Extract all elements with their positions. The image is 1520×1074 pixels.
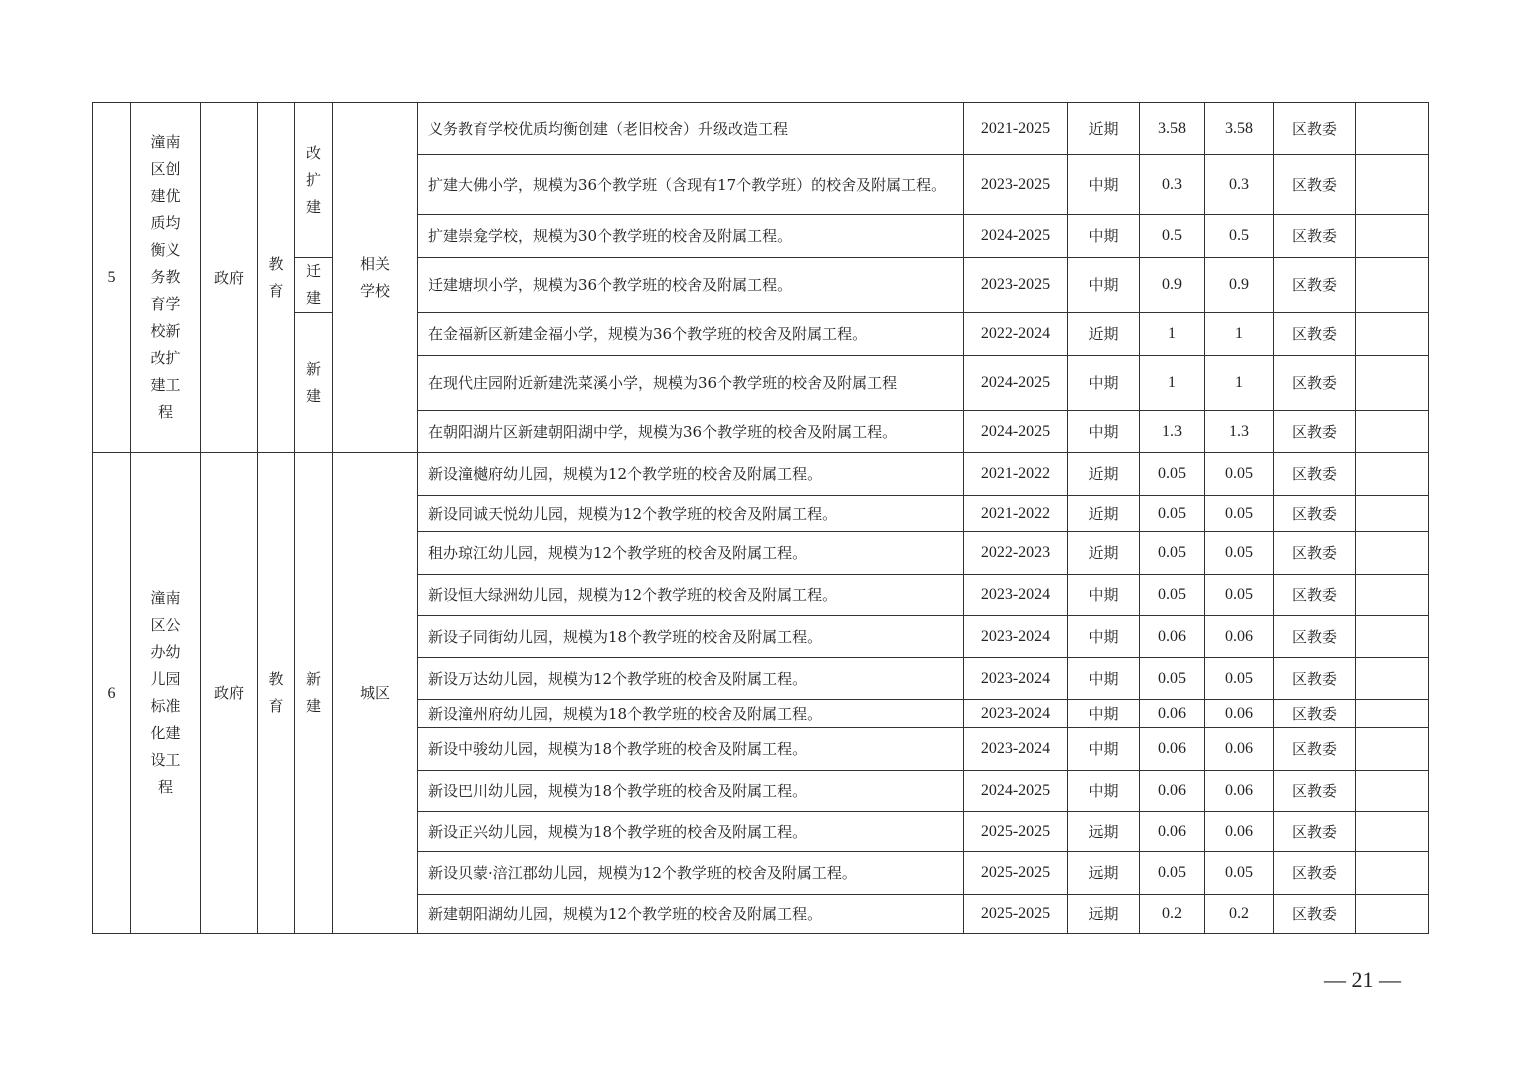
type-cell (295, 453, 333, 934)
desc-cell: 租办琼江幼儿园，规模为12个教学班的校舍及附属工程。 (418, 532, 964, 575)
total-cell: 0.06 (1140, 771, 1205, 812)
years-cell: 2021-2022 (964, 496, 1068, 532)
years-cell: 2023-2024 (964, 728, 1068, 771)
invest-cell: 3.58 (1205, 103, 1274, 155)
years-cell: 2024-2025 (964, 215, 1068, 258)
note-cell (1356, 700, 1429, 728)
note-cell (1356, 728, 1429, 771)
unit-cell: 区教委 (1274, 700, 1356, 728)
phase-cell: 中期 (1068, 575, 1140, 616)
total-cell: 1 (1140, 356, 1205, 411)
desc-cell: 新设巴川幼儿园，规模为18个教学班的校舍及附属工程。 (418, 771, 964, 812)
table-row (93, 103, 1429, 155)
note-cell (1356, 215, 1429, 258)
location-cell (333, 103, 418, 453)
note-cell (1356, 258, 1429, 313)
owner-label: 政府 (213, 268, 244, 287)
desc-cell: 新设贝蒙·涪江郡幼儿园，规模为12个教学班的校舍及附属工程。 (418, 852, 964, 895)
desc-cell: 新设潼州府幼儿园，规模为18个教学班的校舍及附属工程。 (418, 700, 964, 728)
note-cell (1356, 411, 1429, 453)
phase-cell: 中期 (1068, 700, 1140, 728)
sector-cell (258, 453, 295, 934)
unit-cell: 区教委 (1274, 215, 1356, 258)
years-cell: 2025-2025 (964, 852, 1068, 895)
total-cell: 0.5 (1140, 215, 1205, 258)
type-cell (295, 258, 333, 313)
seq-number: 5 (107, 269, 116, 286)
sector-label: 教育 (268, 254, 284, 300)
desc-cell: 扩建崇龛学校，规模为30个教学班的校舍及附属工程。 (418, 215, 964, 258)
type-cell (295, 313, 333, 453)
note-cell (1356, 356, 1429, 411)
phase-cell: 中期 (1068, 356, 1140, 411)
years-cell: 2021-2022 (964, 453, 1068, 496)
years-cell: 2023-2024 (964, 575, 1068, 616)
total-cell: 0.2 (1140, 895, 1205, 934)
years-cell: 2023-2024 (964, 658, 1068, 700)
project-name-cell (131, 103, 201, 453)
total-cell: 0.05 (1140, 852, 1205, 895)
invest-cell: 0.05 (1205, 496, 1274, 532)
total-cell: 0.05 (1140, 658, 1205, 700)
phase-cell: 中期 (1068, 616, 1140, 658)
years-cell: 2024-2025 (964, 411, 1068, 453)
note-cell (1356, 852, 1429, 895)
note-cell (1356, 532, 1429, 575)
desc-cell: 新设中骏幼儿园，规模为18个教学班的校舍及附属工程。 (418, 728, 964, 771)
desc-cell: 新设恒大绿洲幼儿园，规模为12个教学班的校舍及附属工程。 (418, 575, 964, 616)
total-cell: 0.3 (1140, 155, 1205, 215)
years-cell: 2024-2025 (964, 356, 1068, 411)
phase-cell: 远期 (1068, 852, 1140, 895)
unit-cell: 区教委 (1274, 453, 1356, 496)
seq-cell (93, 453, 131, 934)
unit-cell: 区教委 (1274, 356, 1356, 411)
years-cell: 2023-2025 (964, 258, 1068, 313)
unit-cell: 区教委 (1274, 852, 1356, 895)
desc-cell: 在现代庄园附近新建洗菜溪小学，规模为36个教学班的校舍及附属工程 (418, 356, 964, 411)
page-number: — 21 — (1324, 967, 1401, 992)
invest-cell: 0.9 (1205, 258, 1274, 313)
phase-cell: 中期 (1068, 155, 1140, 215)
total-cell: 0.05 (1140, 496, 1205, 532)
unit-cell: 区教委 (1274, 103, 1356, 155)
sector-cell (258, 103, 295, 453)
note-cell (1356, 103, 1429, 155)
phase-cell: 近期 (1068, 532, 1140, 575)
location-label: 相关学校 (359, 254, 390, 300)
note-cell (1356, 453, 1429, 496)
note-cell (1356, 616, 1429, 658)
desc-cell: 在朝阳湖片区新建朝阳湖中学，规模为36个教学班的校舍及附属工程。 (418, 411, 964, 453)
phase-cell: 近期 (1068, 453, 1140, 496)
total-cell: 0.06 (1140, 700, 1205, 728)
note-cell (1356, 496, 1429, 532)
note-cell (1356, 812, 1429, 852)
invest-cell: 0.06 (1205, 728, 1274, 771)
invest-cell: 1 (1205, 313, 1274, 356)
phase-cell: 中期 (1068, 771, 1140, 812)
note-cell (1356, 658, 1429, 700)
unit-cell: 区教委 (1274, 411, 1356, 453)
desc-cell: 新设潼樾府幼儿园，规模为12个教学班的校舍及附属工程。 (418, 453, 964, 496)
note-cell (1356, 575, 1429, 616)
desc-cell: 在金福新区新建金福小学，规模为36个教学班的校舍及附属工程。 (418, 313, 964, 356)
note-cell (1356, 771, 1429, 812)
total-cell: 3.58 (1140, 103, 1205, 155)
location-label: 城区 (359, 684, 390, 702)
unit-cell: 区教委 (1274, 728, 1356, 771)
unit-cell: 区教委 (1274, 575, 1356, 616)
type-label: 改扩建 (305, 143, 321, 216)
location-cell (333, 453, 418, 934)
unit-cell: 区教委 (1274, 313, 1356, 356)
invest-cell: 0.5 (1205, 215, 1274, 258)
owner-cell (201, 453, 258, 934)
years-cell: 2022-2024 (964, 313, 1068, 356)
unit-cell: 区教委 (1274, 616, 1356, 658)
years-cell: 2023-2025 (964, 155, 1068, 215)
phase-cell: 远期 (1068, 895, 1140, 934)
years-cell: 2021-2025 (964, 103, 1068, 155)
invest-cell: 0.05 (1205, 575, 1274, 616)
total-cell: 0.06 (1140, 616, 1205, 658)
project-name-cell (131, 453, 201, 934)
invest-cell: 0.3 (1205, 155, 1274, 215)
invest-cell: 0.06 (1205, 700, 1274, 728)
invest-cell: 1.3 (1205, 411, 1274, 453)
unit-cell: 区教委 (1274, 155, 1356, 215)
invest-cell: 0.05 (1205, 453, 1274, 496)
type-label: 迁建 (305, 262, 321, 307)
total-cell: 1.3 (1140, 411, 1205, 453)
desc-cell: 新设子同街幼儿园，规模为18个教学班的校舍及附属工程。 (418, 616, 964, 658)
desc-cell: 新建朝阳湖幼儿园，规模为12个教学班的校舍及附属工程。 (418, 895, 964, 934)
project-table (92, 102, 1429, 934)
desc-cell: 迁建塘坝小学，规模为36个教学班的校舍及附属工程。 (418, 258, 964, 313)
total-cell: 0.06 (1140, 728, 1205, 771)
phase-cell: 远期 (1068, 812, 1140, 852)
total-cell: 0.05 (1140, 532, 1205, 575)
phase-cell: 近期 (1068, 103, 1140, 155)
type-label: 新建 (305, 359, 321, 405)
sector-label: 教育 (268, 670, 284, 715)
desc-cell: 扩建大佛小学，规模为36个教学班（含现有17个教学班）的校舍及附属工程。 (418, 155, 964, 215)
invest-cell: 0.05 (1205, 658, 1274, 700)
years-cell: 2025-2025 (964, 812, 1068, 852)
seq-number: 6 (107, 684, 116, 702)
invest-cell: 0.05 (1205, 852, 1274, 895)
unit-cell: 区教委 (1274, 258, 1356, 313)
phase-cell: 近期 (1068, 496, 1140, 532)
seq-cell (93, 103, 131, 453)
phase-cell: 中期 (1068, 728, 1140, 771)
owner-cell (201, 103, 258, 453)
unit-cell: 区教委 (1274, 812, 1356, 852)
total-cell: 0.05 (1140, 453, 1205, 496)
invest-cell: 0.2 (1205, 895, 1274, 934)
note-cell (1356, 313, 1429, 356)
total-cell: 1 (1140, 313, 1205, 356)
invest-cell: 0.06 (1205, 616, 1274, 658)
project-name: 潼南区公办幼儿园标准化建设工程 (150, 589, 181, 796)
unit-cell: 区教委 (1274, 895, 1356, 934)
phase-cell: 中期 (1068, 411, 1140, 453)
unit-cell: 区教委 (1274, 532, 1356, 575)
phase-cell: 中期 (1068, 258, 1140, 313)
years-cell: 2022-2023 (964, 532, 1068, 575)
invest-cell: 1 (1205, 356, 1274, 411)
unit-cell: 区教委 (1274, 771, 1356, 812)
total-cell: 0.05 (1140, 575, 1205, 616)
years-cell: 2023-2024 (964, 616, 1068, 658)
owner-label: 政府 (213, 684, 244, 702)
unit-cell: 区教委 (1274, 658, 1356, 700)
table-row (93, 453, 1429, 496)
desc-cell: 义务教育学校优质均衡创建（老旧校舍）升级改造工程 (418, 103, 964, 155)
total-cell: 0.9 (1140, 258, 1205, 313)
invest-cell: 0.06 (1205, 812, 1274, 852)
note-cell (1356, 895, 1429, 934)
unit-cell: 区教委 (1274, 496, 1356, 532)
years-cell: 2025-2025 (964, 895, 1068, 934)
desc-cell: 新设同诚天悦幼儿园，规模为12个教学班的校舍及附属工程。 (418, 496, 964, 532)
invest-cell: 0.06 (1205, 771, 1274, 812)
phase-cell: 近期 (1068, 313, 1140, 356)
project-name: 潼南区创建优质均衡义务教育学校新改扩建工程 (150, 133, 181, 421)
total-cell: 0.06 (1140, 812, 1205, 852)
years-cell: 2023-2024 (964, 700, 1068, 728)
desc-cell: 新设正兴幼儿园，规模为18个教学班的校舍及附属工程。 (418, 812, 964, 852)
invest-cell: 0.05 (1205, 532, 1274, 575)
type-cell (295, 103, 333, 258)
type-label: 新建 (305, 670, 321, 715)
note-cell (1356, 155, 1429, 215)
years-cell: 2024-2025 (964, 771, 1068, 812)
desc-cell: 新设万达幼儿园，规模为12个教学班的校舍及附属工程。 (418, 658, 964, 700)
phase-cell: 中期 (1068, 658, 1140, 700)
phase-cell: 中期 (1068, 215, 1140, 258)
